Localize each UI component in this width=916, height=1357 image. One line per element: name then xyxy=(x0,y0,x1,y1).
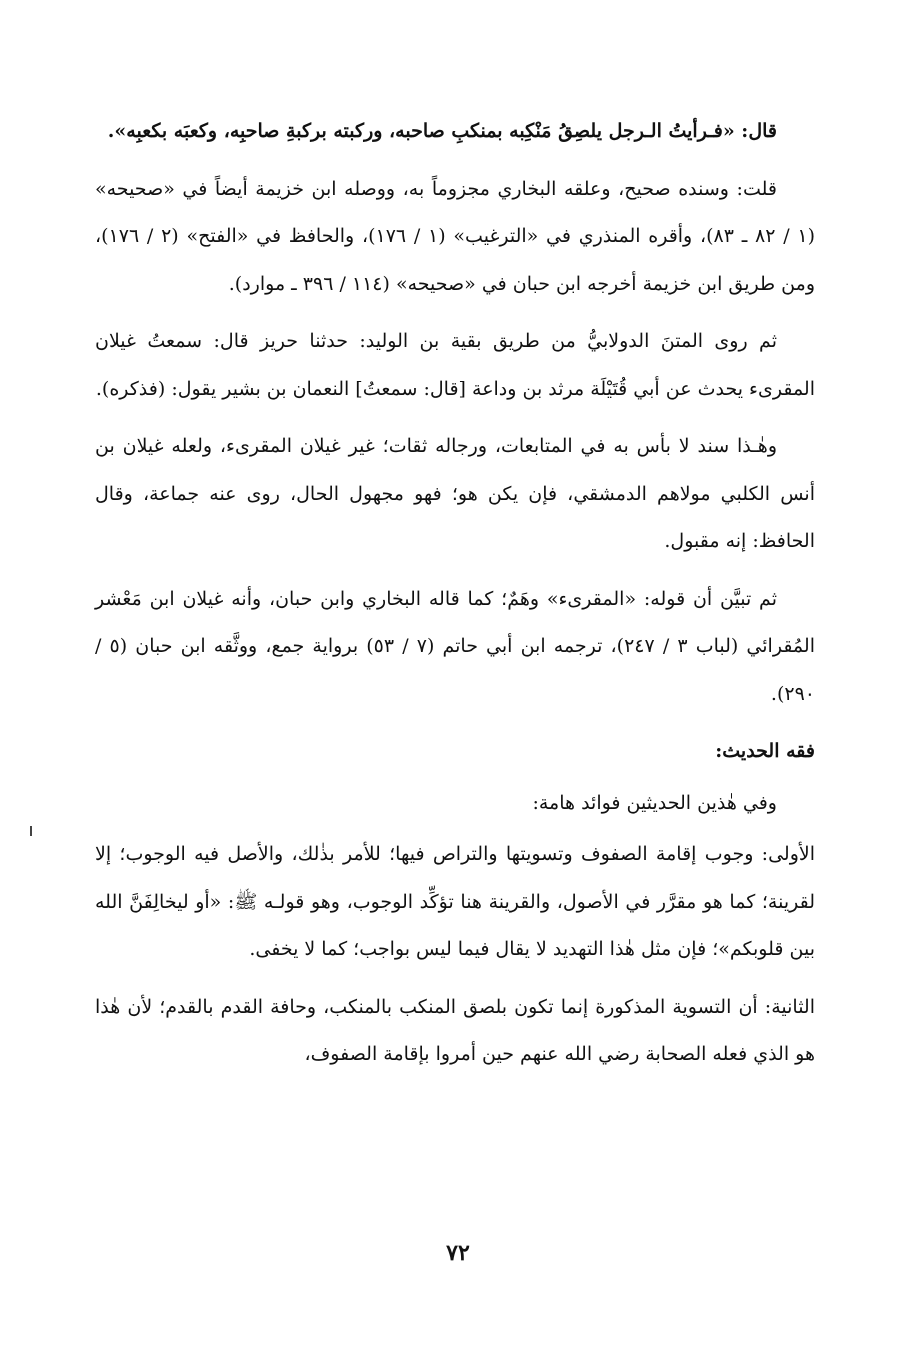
paragraph-dulabi: ثم روى المتنَ الدولابيُّ من طريق بقية بن الوليد: حدثنا حريز قال: سمعتُ غيلان المقرىء يحدث عن أبي قُتَيْلَة مرثد بن وداعة [قال: سمعتُ] النعمان بن بشير يقول: (فذكره). xyxy=(95,330,815,400)
paragraph-sanad: وهٰـذا سند لا بأس به في المتابعات، ورجاله ثقات؛ غير غيلان المقرىء، ولعله غيلان بن أنس الكلبي مولاهم الدمشقي، فإن يكن هو؛ فهو مجهول الحال، روى عنه جماعة، وقال الحافظ: إنه مقبول. xyxy=(95,435,815,552)
margin-mark xyxy=(30,826,32,836)
paragraph-second-benefit: الثانية: أن التسوية المذكورة إنما تكون بلصق المنكب بالمنكب، وحافة القدم بالقدم؛ لأن هٰذا هو الذي فعله الصحابة رضي الله عنهم حين أمروا بإقامة الصفوف، xyxy=(95,995,815,1065)
paragraph-intro-benefits: وفي هٰذين الحديثين فوائد هامة: xyxy=(532,791,777,814)
paragraph-ghailan: ثم تبيَّن أن قوله: «المقرىء» وهَمٌ؛ كما قاله البخاري وابن حبان، وأنه غيلان ابن مَعْشر المُقرائي (لباب ٣ / ٢٤٧)، ترجمه ابن أبي حاتم (٧ / ٥٣) برواية جمع، ووثَّقه ابن حبان (٥ / ٢٩٠). xyxy=(95,587,815,705)
paragraph-first-benefit: الأولى: وجوب إقامة الصفوف وتسويتها والتراص فيها؛ للأمر بذٰلك، والأصل فيه الوجوب؛ إلا لقرينة؛ كما هو مقرَّر في الأصول، والقرينة هنا تؤكِّد الوجوب، وهو قولـه ﷺ: «أو ليخالِفَنَّ الله بين قلوبكم»؛ فإن مثل هٰذا التهديد لا يقال فيما ليس بواجب؛ كما لا يخفى. xyxy=(95,843,815,960)
section-heading-fiqh: فقه الحديث: xyxy=(715,740,815,762)
page-number: ٧٢ xyxy=(446,1240,470,1266)
paragraph-isnad: قلت: وسنده صحيح، وعلقه البخاري مجزوماً به، ووصله ابن خزيمة أيضاً في «صحيحه» (١ / ٨٢ ـ ٨٣)، وأقره المنذري في «الترغيب» (١ / ١٧٦)، والحافظ في «الفتح» (٢ / ١٧٦)، ومن طريق ابن خزيمة أخرجه ابن حبان في «صحيحه» (١١٤ / ٣٩٦ ـ موارد). xyxy=(95,177,815,295)
page-body xyxy=(95,108,815,1089)
hadith-quote: قال: «فـرأيتُ الـرجل يلصِقُ مَنْكِبه بمنكبِ صاحبه، وركبته بركبةِ صاحبِه، وكعبَه بكعبِه». xyxy=(107,120,777,142)
